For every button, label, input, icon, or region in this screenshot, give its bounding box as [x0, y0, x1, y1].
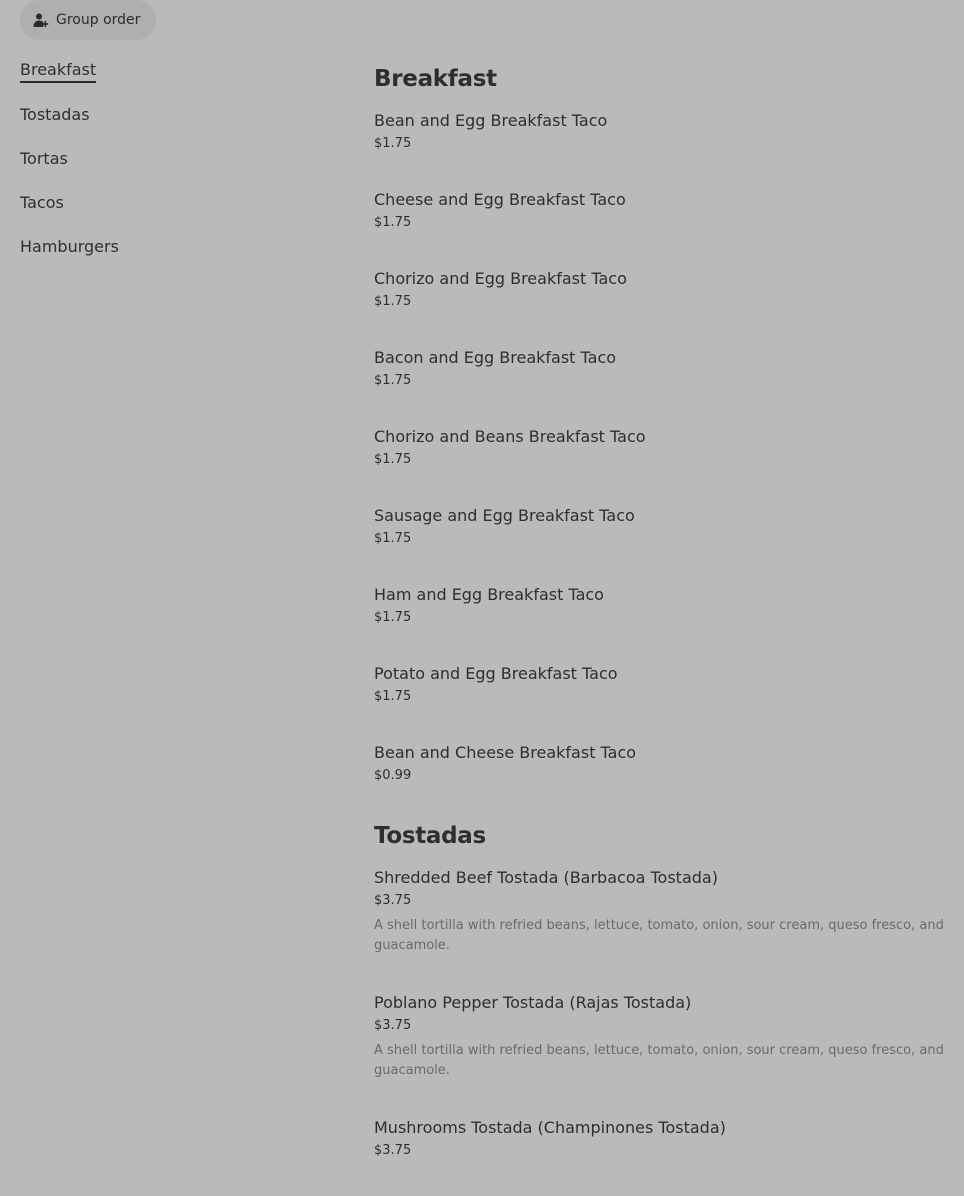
menu-item[interactable]: [374, 347, 944, 390]
category-sidebar: [20, 60, 320, 281]
menu-item[interactable]: [374, 189, 944, 232]
menu-item-name: Bean and Cheese Breakfast Taco: [374, 743, 637, 762]
menu-item[interactable]: [374, 584, 944, 627]
group-order-label: Group order: [56, 12, 141, 28]
menu-item-price: $3.75: [374, 1018, 412, 1033]
menu-item[interactable]: [374, 742, 944, 785]
menu-item[interactable]: [374, 867, 944, 956]
menu-item[interactable]: [374, 663, 944, 706]
sidebar-item-tortas[interactable]: Tortas: [20, 149, 68, 168]
menu-item-name: Bean and Egg Breakfast Taco: [374, 111, 608, 130]
menu-content: [374, 64, 944, 1196]
menu-item-name: Cheese and Egg Breakfast Taco: [374, 190, 626, 209]
menu-item-name: Chorizo and Egg Breakfast Taco: [374, 269, 627, 288]
menu-item-price: $1.75: [374, 689, 412, 704]
menu-item-price: $1.75: [374, 136, 412, 151]
menu-item-name: Bacon and Egg Breakfast Taco: [374, 348, 617, 367]
menu-item[interactable]: [374, 110, 944, 153]
sidebar-item-tacos[interactable]: Tacos: [20, 193, 64, 212]
menu-item[interactable]: [374, 268, 944, 311]
menu-section-breakfast: [374, 64, 944, 785]
menu-item[interactable]: [374, 505, 944, 548]
menu-item-price: $3.75: [374, 893, 412, 908]
menu-item-description: A shell tortilla with refried beans, lettuce, tomato, onion, sour cream, queso fresco, and guacamole.: [374, 918, 944, 953]
section-title: Breakfast: [374, 66, 497, 92]
person-add-icon: [32, 11, 50, 29]
menu-item-price: $1.75: [374, 373, 412, 388]
sidebar-item-tostadas[interactable]: Tostadas: [20, 105, 90, 124]
menu-item-name: Chorizo and Beans Breakfast Taco: [374, 427, 646, 446]
section-title: Tostadas: [374, 823, 486, 849]
menu-item-price: $1.75: [374, 215, 412, 230]
menu-item-name: Poblano Pepper Tostada (Rajas Tostada): [374, 993, 692, 1012]
menu-item[interactable]: [374, 426, 944, 469]
menu-item-name: Shredded Beef Tostada (Barbacoa Tostada): [374, 868, 718, 887]
menu-item[interactable]: [374, 1117, 944, 1160]
menu-item-name: Ham and Egg Breakfast Taco: [374, 585, 604, 604]
menu-item-price: $0.99: [374, 768, 412, 783]
menu-item-price: $3.75: [374, 1143, 412, 1158]
menu-item-price: $1.75: [374, 452, 412, 467]
menu-item-name: Potato and Egg Breakfast Taco: [374, 664, 618, 683]
menu-item-price: $1.75: [374, 610, 412, 625]
menu-item-description: A shell tortilla with refried beans, lettuce, tomato, onion, sour cream, queso fresco, and guacamole.: [374, 1043, 944, 1078]
menu-item-price: $1.75: [374, 294, 412, 309]
menu-item-name: Sausage and Egg Breakfast Taco: [374, 506, 635, 525]
menu-item-name: Mushrooms Tostada (Champinones Tostada): [374, 1118, 726, 1137]
group-order-button[interactable]: [20, 0, 156, 40]
sidebar-item-breakfast[interactable]: Breakfast: [20, 60, 96, 83]
menu-section-tostadas: [374, 821, 944, 1160]
menu-item-price: $1.75: [374, 531, 412, 546]
sidebar-item-hamburgers[interactable]: Hamburgers: [20, 237, 119, 256]
menu-item[interactable]: [374, 992, 944, 1081]
